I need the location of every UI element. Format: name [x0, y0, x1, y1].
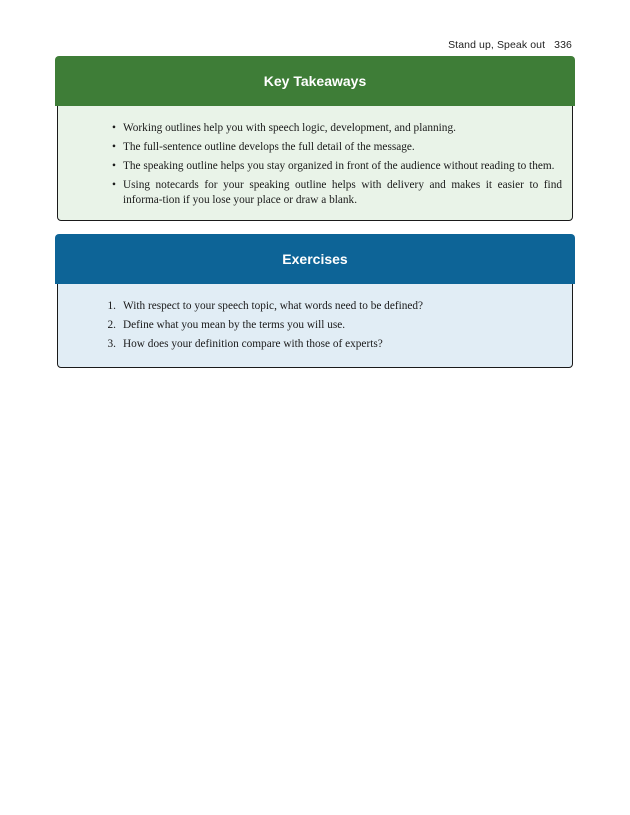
- bullet-marker: •: [112, 160, 116, 172]
- key-takeaways-box: [57, 57, 573, 221]
- exercises-list: [58, 299, 562, 352]
- exercises-heading: Exercises: [282, 251, 348, 267]
- key-takeaways-list: [58, 121, 562, 208]
- bullet-marker: •: [112, 141, 116, 153]
- number-marker: 2.: [107, 319, 116, 331]
- list-item-text: The speaking outline helps you stay organized in front of the audience without reading to them.: [123, 160, 555, 172]
- list-item-text: The full-sentence outline develops the full detail of the message.: [123, 141, 415, 153]
- running-head: [448, 39, 572, 51]
- list-item-text: Working outlines help you with speech logic, development, and planning.: [123, 122, 456, 134]
- exercises-body: [58, 284, 572, 367]
- page-number: 336: [554, 39, 572, 51]
- list-item: [58, 178, 562, 208]
- number-marker: 3.: [107, 338, 116, 350]
- key-takeaways-body: [58, 106, 572, 220]
- key-takeaways-heading: Key Takeaways: [263, 73, 367, 89]
- exercises-header: [55, 234, 575, 284]
- number-marker: 1.: [107, 300, 116, 312]
- list-item: [58, 299, 562, 314]
- list-item-text: Define what you mean by the terms you will use.: [123, 319, 346, 331]
- list-item: [58, 337, 562, 352]
- bullet-marker: •: [112, 122, 116, 134]
- list-item: [58, 318, 562, 333]
- list-item: [58, 140, 562, 155]
- bullet-marker: •: [112, 179, 116, 191]
- running-head-title: Stand up, Speak out: [448, 39, 546, 51]
- key-takeaways-header: [55, 56, 575, 106]
- list-item: [58, 121, 562, 136]
- list-item-text: With respect to your speech topic, what words need to be defined?: [123, 300, 424, 312]
- list-item: [58, 159, 562, 174]
- list-item-text: Using notecards for your speaking outline helps with delivery and makes it easier to find informa-tion if you lose your place or draw a blank.: [123, 179, 562, 206]
- list-item-text: How does your definition compare with those of experts?: [123, 338, 383, 350]
- exercises-box: [57, 235, 573, 368]
